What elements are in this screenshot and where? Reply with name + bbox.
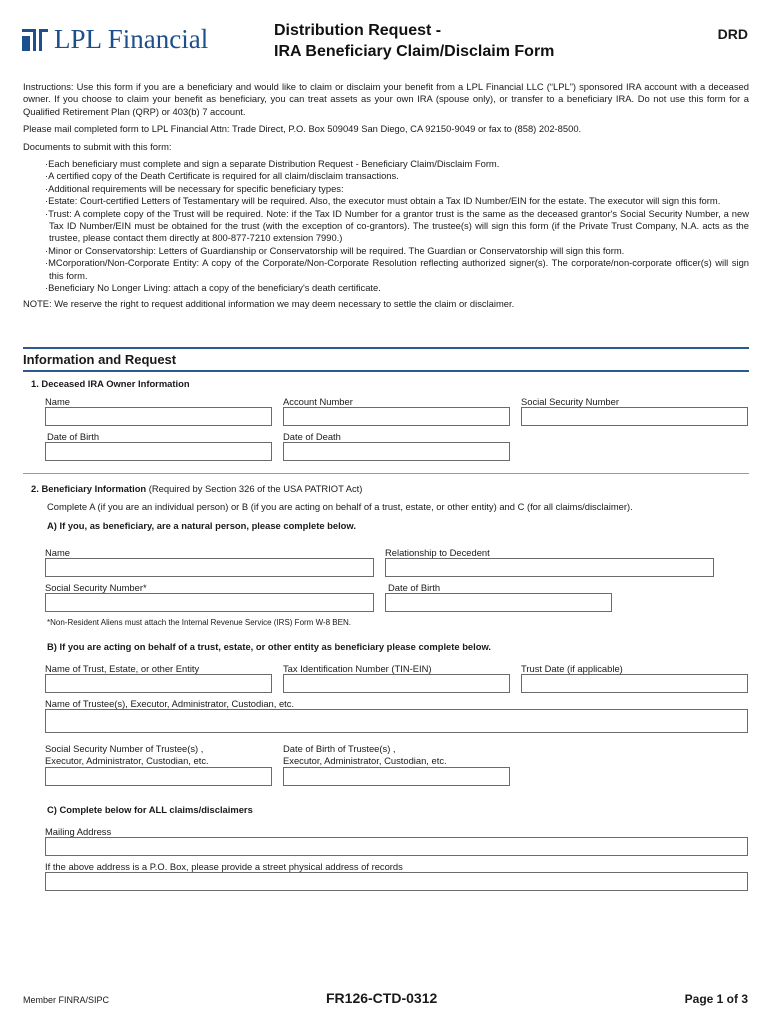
instructions-note: NOTE: We reserve the right to request additional information we may deem necessary to settle the claim or disclaimer. [23, 297, 515, 309]
footer-form-number: FR126-CTD-0312 [326, 990, 438, 1006]
entity-name-label: Name of Trust, Estate, or other Entity [45, 663, 200, 674]
trustee-dob-label-line1: Date of Birth of Trustee(s) , [283, 743, 396, 754]
trustee-dob-input[interactable] [283, 767, 510, 786]
documents-heading: Documents to submit with this form: [23, 140, 172, 152]
footer-member: Member FINRA/SIPC [23, 995, 110, 1005]
owner-dob-input[interactable] [45, 442, 272, 461]
form-header [0, 0, 770, 80]
tin-input[interactable] [283, 674, 510, 693]
trustee-dob-label-line2: Executor, Administrator, Custodian, etc. [283, 755, 447, 766]
form-title-line2: IRA Beneficiary Claim/Disclaim Form [274, 43, 555, 60]
mailing-address-input[interactable] [45, 837, 748, 856]
trust-date-input[interactable] [521, 674, 748, 693]
beneficiary-dob-input[interactable] [385, 593, 612, 612]
trustees-input[interactable] [45, 709, 748, 733]
owner-dod-label: Date of Death [283, 431, 341, 442]
section-top-rule [23, 347, 749, 349]
trustee-dob-label [283, 743, 447, 767]
tin-label: Tax Identification Number (TIN-EIN) [283, 663, 432, 674]
owner-dod-input[interactable] [283, 442, 510, 461]
part2-heading [31, 483, 362, 495]
part-divider [23, 473, 749, 474]
physical-address-label: If the above address is a P.O. Box, please provide a street physical address of records [45, 861, 403, 872]
documents-item: ·Additional requirements will be necessary for specific beneficiary types: [45, 182, 344, 194]
part2-heading-bold: Beneficiary Information [41, 483, 147, 494]
documents-item: ·Each beneficiary must complete and sign a separate Distribution Request - Beneficiary Claim/Disclaim Form. [45, 158, 500, 170]
footer-page-number: Page 1 of 3 [684, 992, 748, 1006]
part2a-heading: A) If you, as beneficiary, are a natural person, please complete below. [47, 520, 356, 531]
section-title: Information and Request [23, 352, 177, 367]
part2-heading-rest: (Required by Section 326 of the USA PATRIOT Act) [148, 483, 363, 494]
trustees-label: Name of Trustee(s), Executor, Administrator, Custodian, etc. [45, 698, 295, 709]
trustee-ssn-label-line1: Social Security Number of Trustee(s) , [45, 743, 204, 754]
lpl-logo [22, 24, 208, 55]
mailing-address-label: Mailing Address [45, 826, 112, 837]
documents-item: ·Beneficiary No Longer Living: attach a copy of the beneficiary's death certificate. [45, 282, 381, 294]
owner-ssn-label: Social Security Number [521, 396, 619, 407]
part2-heading-num: 2. [31, 483, 39, 494]
lpl-logo-icon [22, 27, 48, 53]
form-code: DRD [717, 26, 748, 42]
owner-name-label: Name [45, 396, 71, 407]
owner-account-label: Account Number [283, 396, 353, 407]
physical-address-input[interactable] [45, 872, 748, 891]
beneficiary-name-label: Name [45, 547, 71, 558]
relationship-label: Relationship to Decedent [385, 547, 490, 558]
form-title [274, 20, 554, 62]
non-resident-note: *Non-Resident Aliens must attach the Internal Revenue Service (IRS) Form W-8 BEN. [47, 618, 351, 627]
part2b-heading: B) If you are acting on behalf of a trust, estate, or other entity as beneficiary please complete below. [47, 641, 492, 652]
logo-text: LPL Financial [54, 24, 209, 54]
trust-date-label: Trust Date (if applicable) [521, 663, 623, 674]
trustee-ssn-label-line2: Executor, Administrator, Custodian, etc. [45, 755, 209, 766]
instructions-intro: Instructions: Use this form if you are a beneficiary and would like to claim or disclaim your benefit from a LPL Financial LLC (“LPL”) sponsored IRA account with a deceased owner. If you choose to claim your benefit as beneficiary, you can treat assets as your own IRA (spouse only), or transfer to a beneficiary IRA. Do not use this form for a Qualified Retirement Plan (QRP) or 403(b) 7 account. [23, 81, 749, 117]
owner-dob-label: Date of Birth [47, 431, 100, 442]
beneficiary-dob-label: Date of Birth [388, 582, 441, 593]
beneficiary-name-input[interactable] [45, 558, 374, 577]
beneficiary-ssn-input[interactable] [45, 593, 374, 612]
form-title-line1: Distribution Request - [274, 22, 442, 39]
owner-ssn-input[interactable] [521, 407, 748, 426]
part1-heading: 1. Deceased IRA Owner Information [31, 378, 190, 389]
documents-list [23, 158, 749, 294]
section-bottom-rule [23, 370, 749, 372]
entity-name-input[interactable] [45, 674, 272, 693]
instructions-block [23, 81, 749, 315]
documents-item: ·Estate: Court-certified Letters of Testamentary will be required. Also, the executor must obtain a Tax ID Number/EIN for the estate. The executor will sign this form. [45, 195, 721, 207]
trustee-ssn-label [45, 743, 209, 767]
documents-item: ·Trust: A complete copy of the Trust will be required. Note: if the Tax ID Number for a grantor trust is the same as the deceased grantor's Social Security Number, a new Tax ID Number/EIN must be obtained for the trust (with the exception of co-grantors). The trustee(s) will sign this form (if the Private Trust Company, N.A. acts as the trustee, please contact them directly at 800-877-7210 extension 7990.) [45, 207, 749, 244]
documents-item: ·MCorporation/Non-Corporate Entity: A copy of the Corporate/Non-Corporate Resolution reflecting authorized signer(s). The corporate/non-corporate officer(s) will sign this form. [45, 257, 749, 281]
part2-instructions: Complete A (if you are an individual person) or B (if you are acting on behalf of a trust, estate, or other entity) and C (for all claims/disclaimer). [47, 501, 633, 512]
owner-account-input[interactable] [283, 407, 510, 426]
relationship-input[interactable] [385, 558, 714, 577]
owner-name-input[interactable] [45, 407, 272, 426]
documents-item: ·Minor or Conservatorship: Letters of Guardianship or Conservatorship will be required. The Guardian or Conservatorship will sign this form. [45, 244, 625, 256]
beneficiary-ssn-label: Social Security Number* [45, 582, 147, 593]
instructions-mail: Please mail completed form to LPL Financial Attn: Trade Direct, P.O. Box 509049 San Diego, CA 92150-9049 or fax to (858) 202-8500. [23, 123, 582, 135]
documents-item: ·A certified copy of the Death Certificate is required for all claim/disclaim transactions. [45, 170, 399, 182]
trustee-ssn-input[interactable] [45, 767, 272, 786]
part2c-heading: C) Complete below for ALL claims/disclaimers [47, 804, 253, 815]
